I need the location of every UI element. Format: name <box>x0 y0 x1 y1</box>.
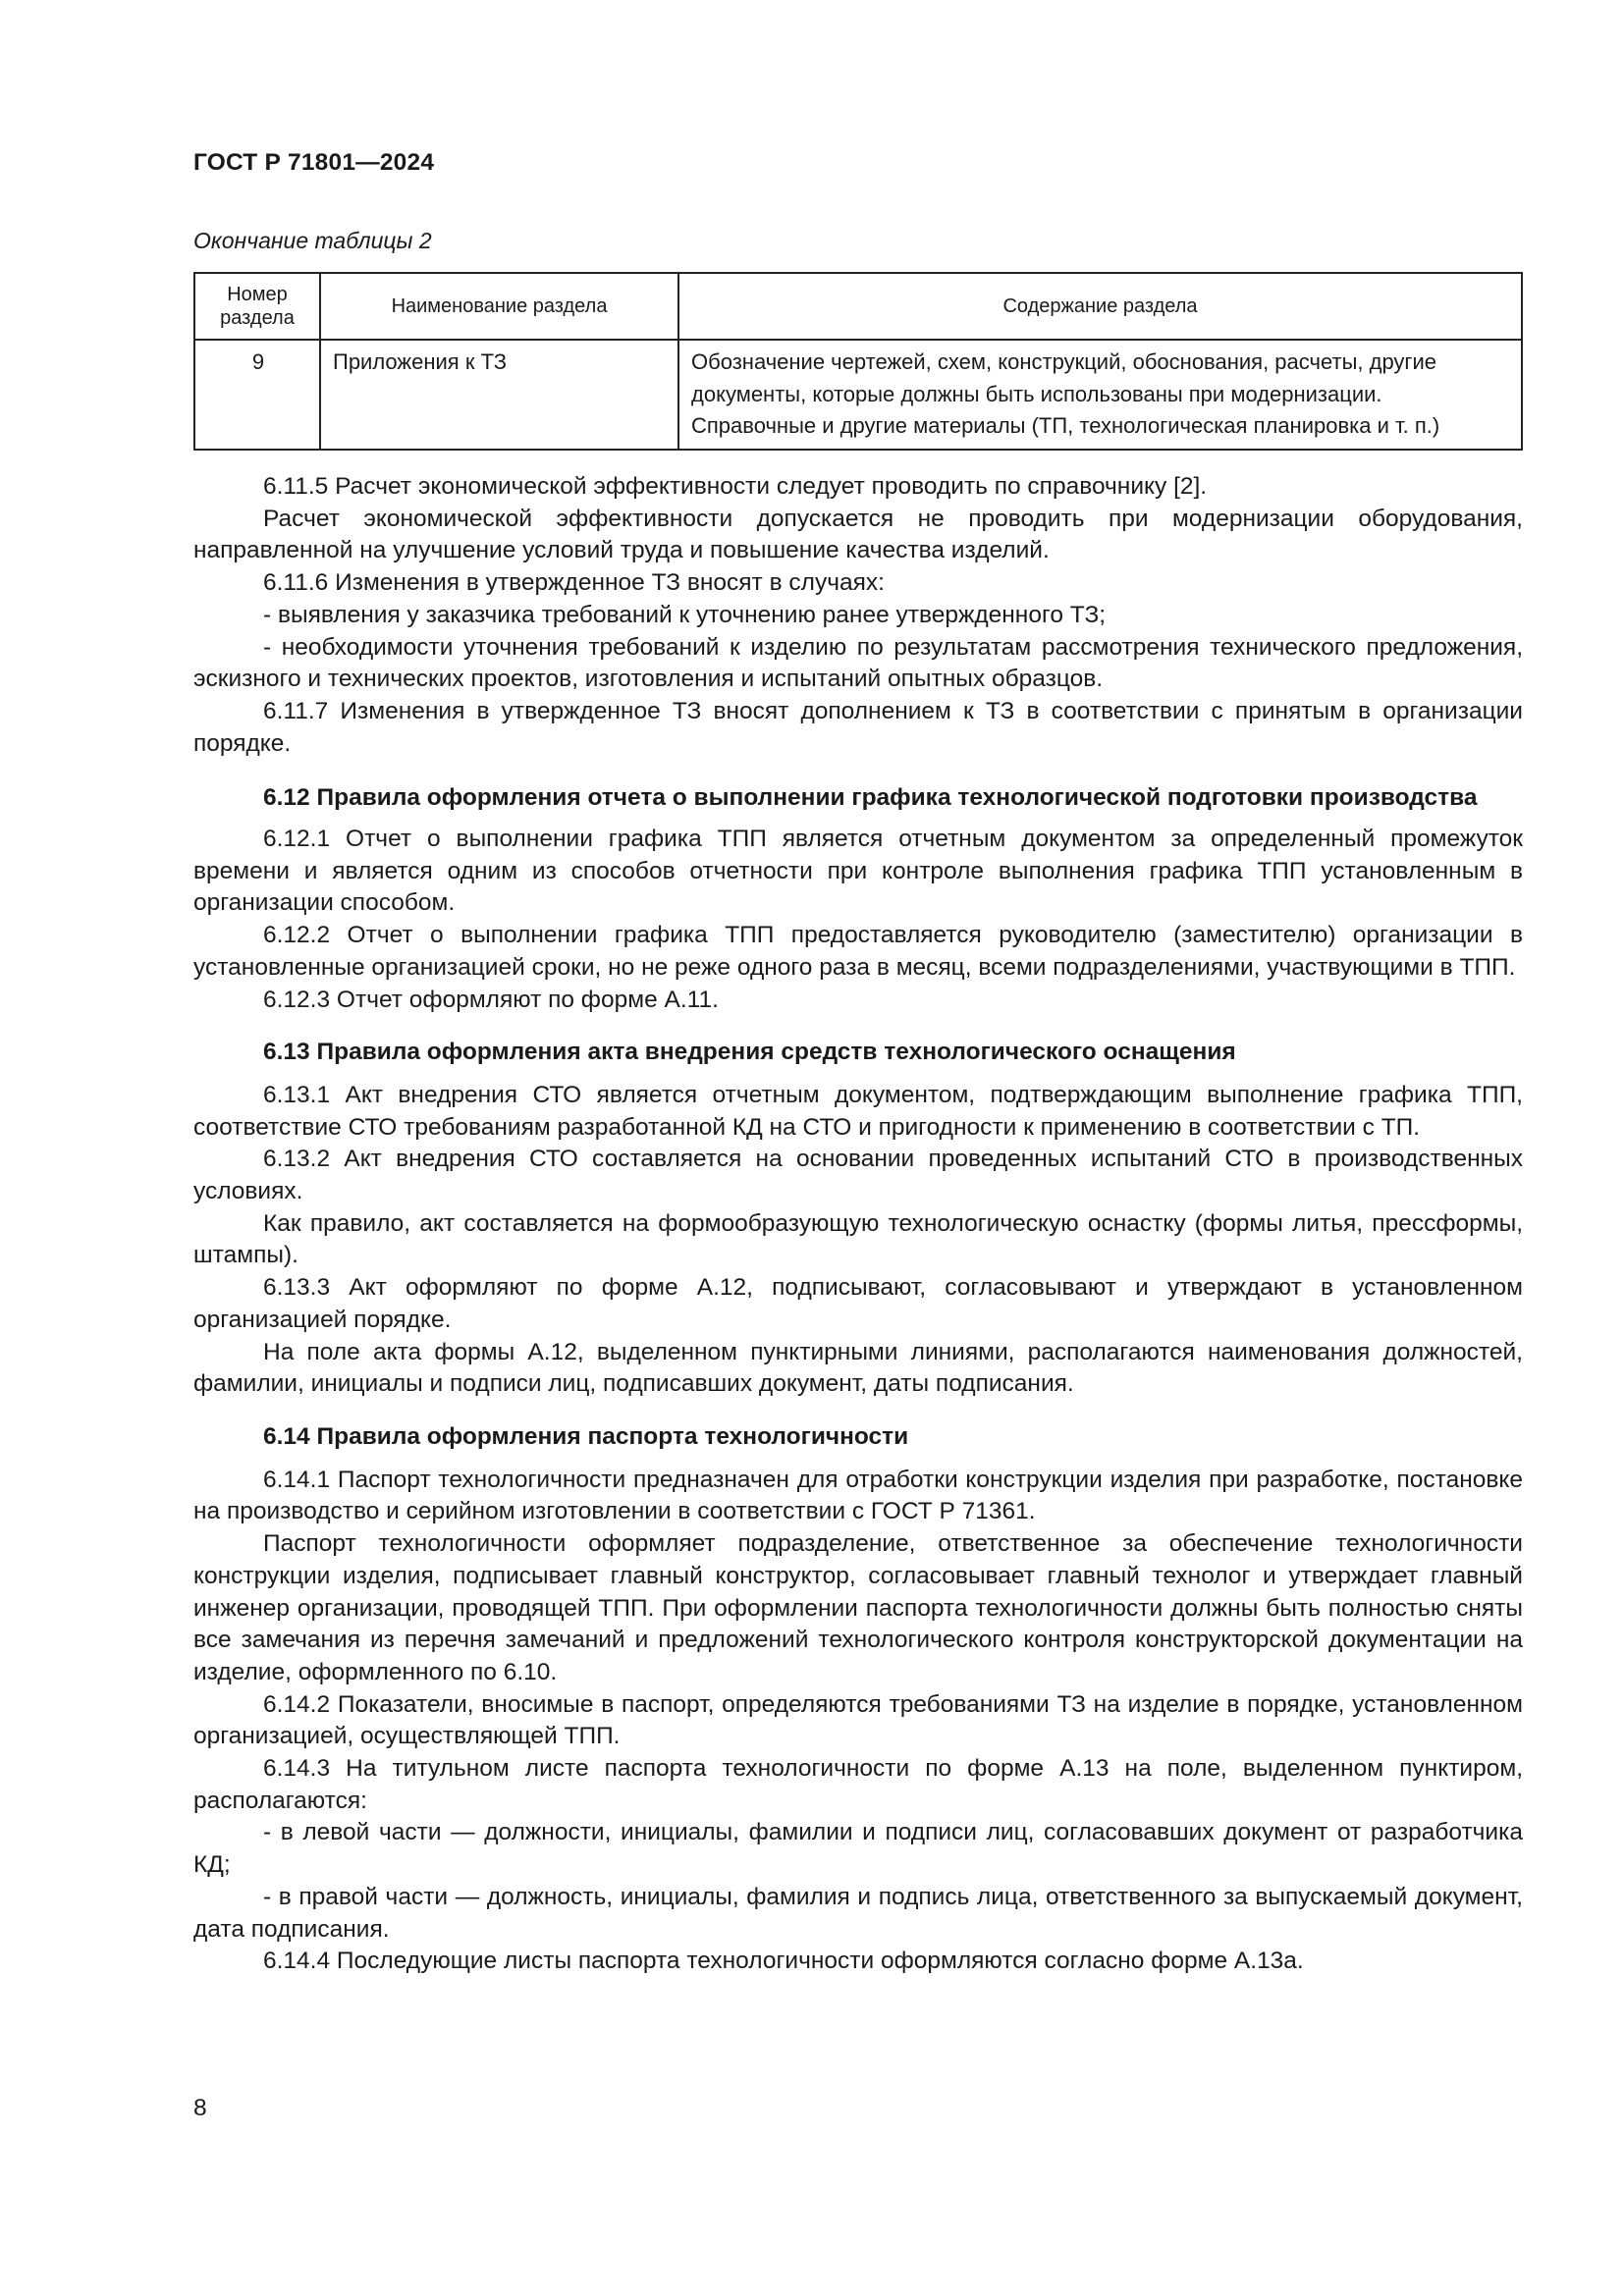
table-row <box>194 340 1522 450</box>
list-item: - выявления у заказчика требований к уточнению ранее утвержденного ТЗ; <box>263 601 1107 628</box>
paragraph: 6.13.1 Акт внедрения СТО является отчетным документом, подтверждающим выполнение графика ТПП, соответствие СТО требованиям разработанной КД на СТО и пригодности к применению в соответствии с ТП. <box>193 1081 1523 1141</box>
section-heading-6-12: 6.12 Правила оформления отчета о выполнении графика технологической подготовки производства <box>263 784 1478 812</box>
paragraph: 6.12.3 Отчет оформляют по форме А.11. <box>263 986 719 1013</box>
paragraph: 6.11.7 Изменения в утвержденное ТЗ вносят дополнением к ТЗ в соответствии с принятым в организации порядке. <box>193 697 1523 757</box>
list-item: - в правой части — должность, инициалы, фамилия и подпись лица, ответственного за выпускаемый документ, дата подписания. <box>193 1883 1523 1943</box>
cell-section-content: Обозначение чертежей, схем, конструкций, обоснования, расчеты, другие документы, которые должны быть использованы при модернизации. Справочные и другие материалы (ТП, технологическая планировка и т. п.) <box>678 340 1522 450</box>
section-heading-6-13: 6.13 Правила оформления акта внедрения средств технологического оснащения <box>263 1039 1236 1066</box>
paragraph: Расчет экономической эффективности допускается не проводить при модернизации оборудования, направленной на улучшение условий труда и повышение качества изделий. <box>193 505 1523 564</box>
paragraph: 6.14.1 Паспорт технологичности предназначен для отработки конструкции изделия при разработке, постановке на производство и серийном изготовлении в соответствии с ГОСТ Р 71361. <box>193 1466 1523 1525</box>
column-header: Содержание раздела <box>678 273 1522 340</box>
paragraph: 6.14.2 Показатели, вносимые в паспорт, определяются требованиями ТЗ на изделие в порядке, установленном организацией, осуществляющей ТПП. <box>193 1690 1523 1750</box>
paragraph: 6.11.5 Расчет экономической эффективности следует проводить по справочнику [2]. <box>263 473 1208 500</box>
page-number: 8 <box>193 2095 207 2121</box>
paragraph: На поле акта формы А.12, выделенном пунктирными линиями, располагаются наименования должностей, фамилии, инициалы и подписи лиц, подписавших документ, даты подписания. <box>193 1338 1523 1398</box>
column-header: Наименование раздела <box>320 273 678 340</box>
paragraph: Как правило, акт составляется на формообразующую технологическую оснастку (формы литья, прессформы, штампы). <box>193 1209 1523 1269</box>
paragraph: 6.13.2 Акт внедрения СТО составляется на основании проведенных испытаний СТО в производственных условиях. <box>193 1146 1523 1205</box>
paragraph: 6.11.6 Изменения в утвержденное ТЗ вносят в случаях: <box>263 569 885 597</box>
list-item: - необходимости уточнения требований к изделию по результатам рассмотрения технического предложения, эскизного и технических проектов, изготовления и испытаний опытных образцов. <box>193 633 1523 693</box>
section-heading-6-14: 6.14 Правила оформления паспорта технологичности <box>263 1422 909 1450</box>
paragraph: Паспорт технологичности оформляет подразделение, ответственное за обеспечение технологичности конструкции изделия, подписывает главный конструктор, согласовывает главный технолог и утверждает главный инженер организации, проводящей ТПП. При оформлении паспорта технологичности должны быть полностью сняты все замечания из перечня замечаний и предложений технологического контроля конструкторской документации на изделие, оформленного по 6.10. <box>193 1530 1523 1685</box>
paragraph: 6.14.4 Последующие листы паспорта технологичности оформляются согласно форме А.13а. <box>263 1948 1304 1975</box>
paragraph: 6.12.2 Отчет о выполнении графика ТПП предоставляется руководителю (заместителю) организации в установленные организацией сроки, но не реже одного раза в месяц, всеми подразделениями, участвующими в ТПП. <box>193 922 1523 981</box>
paragraph: 6.12.1 Отчет о выполнении графика ТПП является отчетным документом за определенный промежуток времени и является одним из способов отчетности при контроле выполнения графика ТПП установленным в организации способом. <box>193 826 1523 917</box>
cell-section-number: 9 <box>194 340 320 450</box>
document-body <box>193 471 1523 1978</box>
table-caption: Окончание таблицы 2 <box>193 228 432 253</box>
table-header-row <box>194 273 1522 340</box>
list-item: - в левой части — должности, инициалы, фамилии и подписи лиц, согласовавших документ от разработчика КД; <box>193 1819 1523 1879</box>
document-header: ГОСТ Р 71801—2024 <box>193 149 435 176</box>
paragraph: 6.13.3 Акт оформляют по форме А.12, подписывают, согласовывают и утверждают в установленном организацией порядке. <box>193 1274 1523 1333</box>
table-2 <box>193 272 1523 451</box>
cell-section-name: Приложения к ТЗ <box>320 340 678 450</box>
paragraph: 6.14.3 На титульном листе паспорта технологичности по форме А.13 на поле, выделенном пунктиром, располагаются: <box>193 1755 1523 1814</box>
column-header: Номер раздела <box>194 273 320 340</box>
